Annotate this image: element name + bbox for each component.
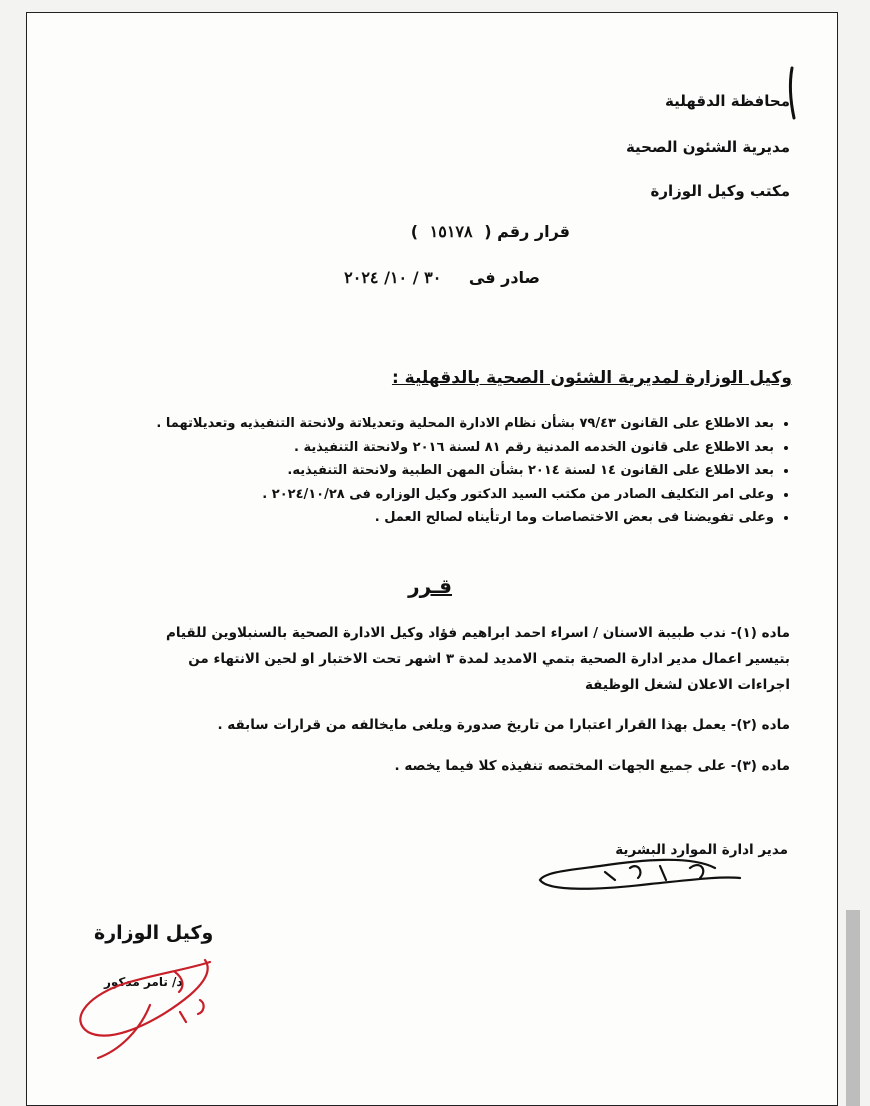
undersecretary-title: وكيل الوزارة <box>94 922 214 944</box>
article-2: ماده (٢)- يعمل بهذا القرار اعتبارا من تاريخ صدورة ويلغى مايخالفه من قرارات سابقه . <box>217 717 790 733</box>
subject-heading: وكيل الوزارة لمديرية الشئون الصحية بالدقهلية : <box>391 368 792 388</box>
decision-number-value: ١٥١٧٨ <box>429 222 473 241</box>
hr-director-title: مدير ادارة الموارد البشرية <box>615 842 788 858</box>
article-1-line-3: اجراءات الاعلان لشغل الوظيفة <box>584 677 790 693</box>
preamble-item: • بعد الاطلاع على قانون الخدمه المدنية رقم ٨١ لسنة ٢٠١٦ ولانحتة التنفيذية . <box>54 436 774 460</box>
preamble-item: • وعلى تفويضنا فى بعض الاختصاصات وما ارتأيناه لصالح العمل . <box>54 506 774 530</box>
decree-title: قـرر <box>408 574 452 598</box>
article-3: ماده (٣)- على جميع الجهات المختصه تنفيذه كلا فيما يخصه . <box>394 758 790 774</box>
article-1-line-1: ماده (١)- ندب طبيبة الاسنان / اسراء احمد ابراهيم فؤاد وكيل الادارة الصحية بالسنبلاوين للقيام <box>165 625 790 641</box>
issued-label: صادر فى <box>468 268 540 287</box>
corner-pen-stroke <box>790 68 794 118</box>
preamble-item: • بعد الاطلاع على القانون ٧٩/٤٣ بشأن نظام الادارة المحلية وتعديلاتة ولانحتة التنفيذيه وتعديلاتهما . <box>54 412 774 436</box>
directorate-heading: مديرية الشئون الصحية <box>625 138 790 156</box>
decision-number-label: قرار رقم ( <box>484 222 570 241</box>
undersecretary-signature-mark <box>80 960 210 1058</box>
undersecretary-name: د/ تامر مدكور <box>104 975 183 989</box>
preamble-item: • بعد الاطلاع على القانون ١٤ لسنة ٢٠١٤ بشأن المهن الطبية ولانحتة التنفيذيه. <box>54 459 774 483</box>
issued-date: ٣٠ / ١٠/ ٢٠٢٤ <box>344 268 442 287</box>
decision-number-close: ) <box>410 222 419 241</box>
governorate-heading: محافظة الدقهلية <box>665 92 790 110</box>
office-heading: مكتب وكيل الوزارة <box>650 182 790 200</box>
hr-signature-mark <box>540 860 740 889</box>
article-1-line-2: بتيسير اعمال مدير ادارة الصحية بتمي الامديد لمدة ٣ اشهر تحت الاختبار او لحين الانتهاء من <box>188 651 790 667</box>
preamble-item: • وعلى امر التكليف الصادر من مكتب السيد الدكتور وكيل الوزاره فى ٢٠٢٤/١٠/٢٨ . <box>54 483 774 507</box>
